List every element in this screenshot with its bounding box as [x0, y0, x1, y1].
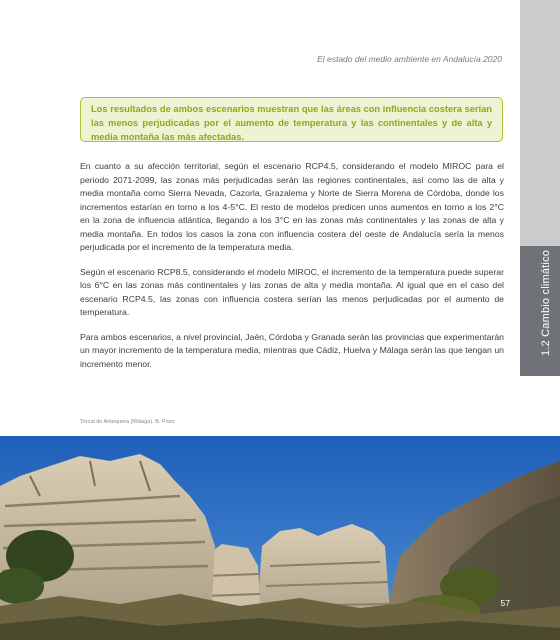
page-number: 57 [500, 598, 510, 608]
landscape-photo [0, 436, 560, 640]
highlight-text: Los resultados de ambos escenarios muestran que las áreas con influencia costera serían las menos perjudicadas por el aumento de temperatura y las continentales y de alta y media montaña las más afectadas. [91, 104, 492, 142]
paragraph: Según el escenario RCP8.5, considerando el modelo MIROC, el incremento de la temperatura puede superar los 6°C en las zonas más continentales y las zonas de alta y media montaña. Al igual que en el caso del escenario RCP4.5, las zonas con influencia costera serían las menos perjudicadas por el aumento de temperatura. [80, 266, 504, 317]
side-tab-band [520, 0, 560, 246]
highlight-box [80, 97, 503, 142]
paragraph: Para ambos escenarios, a nivel provincial, Jaén, Córdoba y Granada serán las provincias que experimentarán un mayor incremento de la temperatura media, mientras que Cádiz, Huelva y Málaga serán las que tengan un incremento menor. [80, 331, 504, 369]
body-text [80, 160, 504, 382]
rock-landscape-illustration [0, 436, 560, 640]
paragraph: En cuanto a su afección territorial, según el escenario RCP4.5, considerando el modelo MIROC para el periodo 2071-2099, las zonas más perjudicadas serán las regiones continentales, así como las de alta y media montaña como Sierra Nevada, Cazorla, Grazalema y Norte de Sierra Morena de Córdoba, donde los incrementos estarían en torno a los 4-5°C. El resto de modelos predicen unos aumentos en torno a los 2°C en la zona de influencia atlántica, llegando a los 3°C en las zonas más continentales y las zonas de alta y media montaña. En todos los casos la zona con influencia costera del oeste de Andalucía sería la menos perjudicada por el incremento de la temperatura media. [80, 161, 504, 252]
running-header: El estado del medio ambiente en Andalucía 2020 [317, 54, 502, 64]
chapter-label: 1.2 Cambio climático [540, 249, 552, 356]
chapter-side-tab [520, 0, 560, 376]
photo-caption: Torcal de Antequera (Málaga). B. Pozo [80, 419, 175, 425]
side-tab-label-wrap [520, 248, 560, 368]
